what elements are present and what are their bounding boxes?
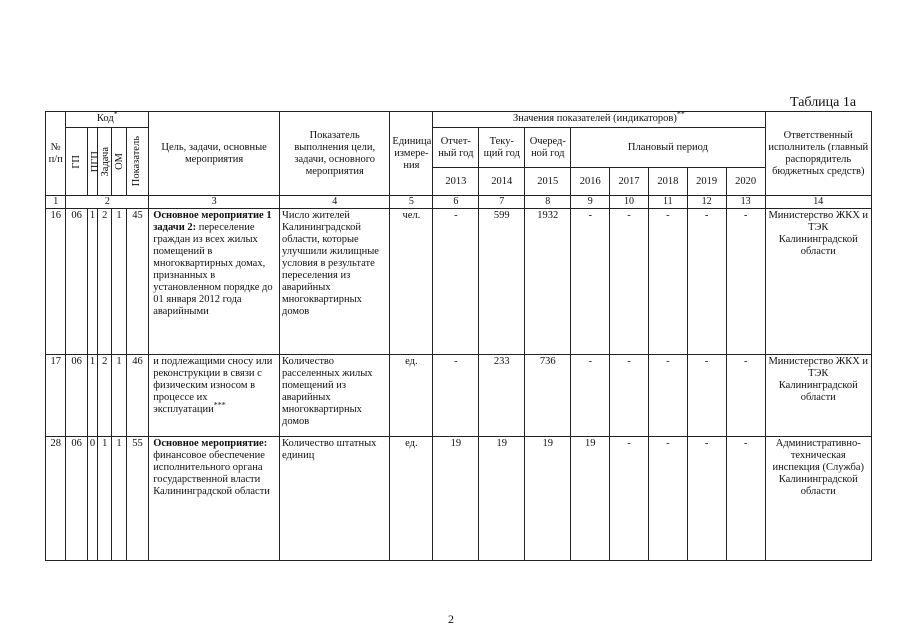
row-ind: 45 — [126, 209, 148, 355]
table-row — [46, 209, 872, 355]
page-number: 2 — [448, 612, 454, 626]
row-value: - — [433, 355, 479, 437]
col-number: 5 — [390, 196, 433, 209]
year-cell: 2018 — [648, 168, 687, 196]
table-row — [46, 355, 872, 437]
row-unit: ед. — [390, 355, 433, 437]
col-number: 12 — [687, 196, 726, 209]
row-gp: 06 — [66, 355, 87, 437]
year-cell: 2020 — [726, 168, 765, 196]
col-number: 8 — [525, 196, 571, 209]
year-cell: 2019 — [687, 168, 726, 196]
row-om: 1 — [112, 209, 126, 355]
row-num: 28 — [46, 437, 66, 561]
goal-title: Основное мероприятие 1 задачи 2: — [153, 210, 272, 233]
row-goal — [149, 437, 280, 561]
goal-text: и подлежащими сносу или реконструкции в связи с физическим износом в процессе их эксплуатации — [153, 356, 273, 415]
header-responsible: Ответственный исполнитель (главный распорядитель бюджетных средств) — [765, 112, 871, 196]
col-number: 14 — [765, 196, 871, 209]
row-value: - — [610, 209, 649, 355]
row-task: 2 — [98, 355, 112, 437]
row-unit: ед. — [390, 437, 433, 561]
row-unit: чел. — [390, 209, 433, 355]
year-cell: 2015 — [525, 168, 571, 196]
row-value: - — [687, 209, 726, 355]
row-value: 599 — [479, 209, 525, 355]
row-task: 1 — [98, 437, 112, 561]
header-task: Задача — [98, 128, 112, 196]
row-value: - — [726, 209, 765, 355]
row-pgp: 1 — [87, 355, 97, 437]
row-value: - — [648, 355, 687, 437]
row-value: - — [726, 355, 765, 437]
header-current-year: Теку-щий год — [479, 128, 525, 168]
col-number: 11 — [648, 196, 687, 209]
header-gp: ГП — [66, 128, 87, 196]
column-number-row — [46, 196, 872, 209]
row-ind: 55 — [126, 437, 148, 561]
col-number: 7 — [479, 196, 525, 209]
row-value: 19 — [525, 437, 571, 561]
row-value: 19 — [433, 437, 479, 561]
year-cell: 2017 — [610, 168, 649, 196]
header-unit: Единица измере-ния — [390, 112, 433, 196]
row-value: 19 — [571, 437, 610, 561]
header-report-year: Отчет-ный год — [433, 128, 479, 168]
year-cell: 2013 — [433, 168, 479, 196]
row-value: - — [433, 209, 479, 355]
indicators-table — [45, 111, 872, 561]
goal-text: финансовое обеспечение исполнительного органа государственной власти Калининградской области — [153, 450, 270, 497]
row-task: 2 — [98, 209, 112, 355]
row-value: - — [648, 437, 687, 561]
row-indicator: Количество штатных единиц — [280, 437, 390, 561]
col-number: 6 — [433, 196, 479, 209]
row-ind: 46 — [126, 355, 148, 437]
row-responsible: Административно-техническая инспекция (Служба) Калининградской области — [765, 437, 871, 561]
row-pgp: 1 — [87, 209, 97, 355]
col-number: 4 — [280, 196, 390, 209]
row-responsible: Министерство ЖКХ и ТЭК Калининградской области — [765, 355, 871, 437]
row-value: 233 — [479, 355, 525, 437]
goal-text: переселение граждан из всех жилых помещений в многоквартирных домах, признанных в установленном порядке до 01 января 2012 года аварийными — [153, 222, 273, 317]
header-indicator-col: Показатель — [126, 128, 148, 196]
row-gp: 06 — [66, 209, 87, 355]
row-gp: 06 — [66, 437, 87, 561]
goal-mark: *** — [213, 400, 226, 410]
row-value: - — [571, 355, 610, 437]
header-indicator: Показатель выполнения цели, задачи, основного мероприятия — [280, 112, 390, 196]
row-value: - — [687, 437, 726, 561]
row-om: 1 — [112, 437, 126, 561]
table-row — [46, 437, 872, 561]
row-value: - — [610, 437, 649, 561]
row-goal — [149, 209, 280, 355]
header-om: ОМ — [112, 128, 126, 196]
row-indicator: Число жителей Калининградской области, которые улучшили жилищные условия в результате переселения из аварийных многоквартирных домов — [280, 209, 390, 355]
header-plan-period: Плановый период — [571, 128, 765, 168]
row-responsible: Министерство ЖКХ и ТЭК Калининградской области — [765, 209, 871, 355]
col-number: 13 — [726, 196, 765, 209]
table-caption: Таблица 1а — [790, 95, 857, 110]
row-value: 1932 — [525, 209, 571, 355]
header-goal: Цель, задачи, основные мероприятия — [149, 112, 280, 196]
col-number: 2 — [66, 196, 149, 209]
row-num: 17 — [46, 355, 66, 437]
row-value: 19 — [479, 437, 525, 561]
row-om: 1 — [112, 355, 126, 437]
row-value: - — [687, 355, 726, 437]
row-value: - — [648, 209, 687, 355]
col-number: 10 — [610, 196, 649, 209]
row-value: - — [571, 209, 610, 355]
row-num: 16 — [46, 209, 66, 355]
row-pgp: 0 — [87, 437, 97, 561]
col-number: 3 — [149, 196, 280, 209]
header-pgp: ПГП — [87, 128, 97, 196]
row-value: - — [726, 437, 765, 561]
col-number: 1 — [46, 196, 66, 209]
year-cell: 2016 — [571, 168, 610, 196]
row-indicator: Количество расселенных жилых помещений из аварийных многоквартирных домов — [280, 355, 390, 437]
header-code: Код* — [66, 112, 149, 128]
row-goal — [149, 355, 280, 437]
header-values: Значения показателей (индикаторов)** — [433, 112, 765, 128]
goal-title: Основное мероприятие: — [153, 438, 268, 449]
header-next-year: Очеред-ной год — [525, 128, 571, 168]
row-value: - — [610, 355, 649, 437]
year-cell: 2014 — [479, 168, 525, 196]
header-num: № п/п — [46, 112, 66, 196]
col-number: 9 — [571, 196, 610, 209]
row-value: 736 — [525, 355, 571, 437]
